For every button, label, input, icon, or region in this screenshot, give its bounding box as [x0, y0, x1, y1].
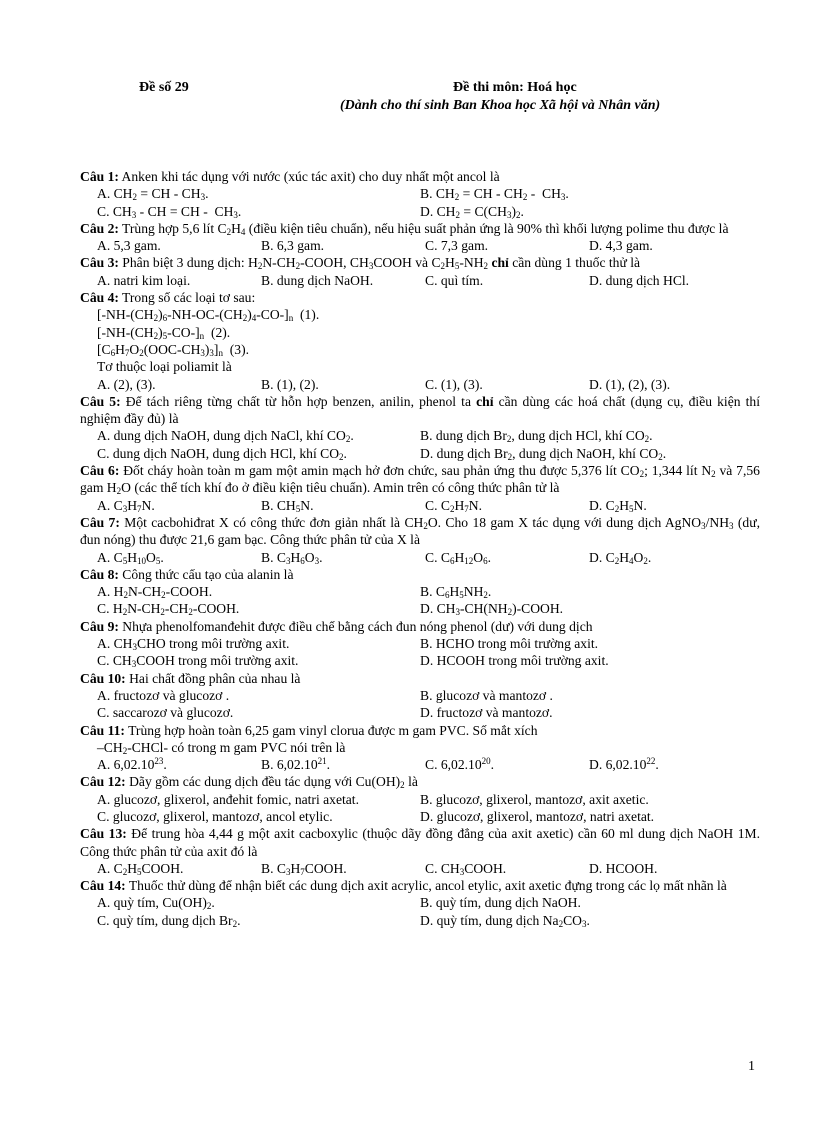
- answer-option: A. $C_3H_7N$.: [97, 497, 155, 514]
- question-extra-line: $[-NH-(CH_2)_6-NH-OC-(CH_2)_4-CO-]_n$ (1).: [97, 307, 320, 324]
- answer-row: [80, 185, 760, 202]
- answer-row: [80, 808, 760, 825]
- question-text: Dãy gồm các dung dịch đều tác dụng với $Cu(OH)_2$ là: [125, 774, 418, 791]
- answer-option: A. $CH_2$ = CH - $CH_3$.: [97, 186, 209, 203]
- question-stem: [80, 220, 760, 237]
- answer-option: B. $C_3H_6O_3$.: [261, 549, 323, 566]
- question-text: Anken khi tác dụng với nước (xúc tác axit) cho duy nhất một ancol là: [118, 169, 500, 184]
- answer-row: [80, 445, 760, 462]
- answer-option: C. glucozơ, glixerol, mantozơ, ancol etylic.: [97, 808, 333, 824]
- question-label: Câu 12:: [80, 774, 126, 790]
- question-extra-line: $[C_6H_7O_2(OOC-CH_3)_3]_n$ (3).: [97, 341, 249, 358]
- question-label: Câu 5:: [80, 393, 121, 409]
- question-text: Đốt cháy hoàn toàn m gam một amin mạch hở đơn chức, sau phản ứng thu được 5,376 lít $CO_2$; 1,344 lít $N_2$ và 7,56 gam $H_2O$ (các thể tích khí đo ở điều kiện tiêu chuẩn). Amin trên có công thức phân tử là: [80, 463, 760, 497]
- question-stem: [80, 773, 760, 790]
- answer-option: A. dung dịch NaOH, dung dịch NaCl, khí $CO_2$.: [97, 428, 354, 445]
- question: [80, 773, 760, 825]
- answer-option: C. quì tím.: [425, 272, 484, 288]
- question-stem: [80, 566, 760, 583]
- answer-option: B. (1), (2).: [261, 376, 319, 392]
- answer-option: C. dung dịch NaOH, dung dịch HCl, khí $CO_2$.: [97, 445, 347, 462]
- answer-option: B. glucozơ, glixerol, mantozơ, axit axetic.: [420, 791, 649, 807]
- answer-option: C. $C_6H_{12}O_6$.: [425, 549, 491, 566]
- question-text: Hai chất đồng phân của nhau là: [125, 670, 301, 686]
- question-label: Câu 13:: [80, 826, 127, 842]
- question: [80, 566, 760, 618]
- answer-option: D. (1), (2), (3).: [589, 376, 671, 392]
- question: [80, 168, 760, 220]
- question: [80, 462, 760, 514]
- question: [80, 618, 760, 670]
- answer-option: D. $C_2H_5N$.: [589, 497, 647, 514]
- answer-option: D. quỳ tím, dung dịch $Na_2CO_3$.: [420, 912, 590, 929]
- answer-row: [80, 791, 760, 808]
- question-text: Trùng hợp 5,6 lít $C_2H_4$ (điều kiện tiêu chuẩn), nếu hiệu suất phản ứng là 90% thì khối lượng polime thu được là: [118, 220, 729, 237]
- question-label: Câu 3:: [80, 255, 119, 271]
- answer-row: [80, 635, 760, 652]
- question-text: Trong số các loại tơ sau:: [118, 290, 256, 306]
- question: [80, 670, 760, 722]
- question-stem: [80, 254, 760, 271]
- answer-row: [80, 600, 760, 617]
- answer-row: [80, 549, 760, 566]
- answer-option: A. glucozơ, glixerol, anđehit fomic, natri axetat.: [97, 791, 359, 807]
- question-label: Câu 11:: [80, 722, 125, 738]
- answer-option: D. $C_2H_4O_2$.: [589, 549, 652, 566]
- question-stem: [80, 462, 760, 497]
- question: [80, 289, 760, 393]
- answer-option: B. dung dịch $Br_2$, dung dịch HCl, khí $CO_2$.: [420, 428, 653, 445]
- question-label: Câu 7:: [80, 514, 120, 530]
- question-stem: [80, 289, 760, 306]
- question-stem: [80, 514, 760, 549]
- answer-option: C. (1), (3).: [425, 376, 483, 392]
- answer-option: A. 5,3 gam.: [97, 238, 161, 254]
- question-label: Câu 6:: [80, 463, 120, 479]
- answer-option: C. $C_2H_7N$.: [425, 497, 482, 514]
- answer-option: B. 6,3 gam.: [261, 238, 325, 254]
- answer-row: [80, 756, 760, 773]
- question-text: Thuốc thử dùng để nhận biết các dung dịch axit acrylic, ancol etylic, axit axetic đựng trong các lọ mất nhãn là: [125, 878, 727, 894]
- question-stem: [80, 722, 760, 739]
- answer-option: C. $CH_3COOH$.: [425, 860, 507, 877]
- answer-row: [80, 583, 760, 600]
- answer-option: D. fructozơ và mantozơ.: [420, 705, 553, 721]
- question-extra-line: $[-NH-(CH_2)_5-CO-]_n$ (2).: [97, 324, 231, 341]
- answer-option: A. 6,02.10$^{23}$.: [97, 756, 167, 773]
- answer-option: B. HCHO trong môi trường axit.: [420, 636, 599, 652]
- answer-row: [80, 272, 760, 289]
- question-text: Công thức cấu tạo của alanin là: [118, 566, 294, 582]
- question: [80, 220, 760, 255]
- answer-row: [80, 912, 760, 929]
- question-stem: [80, 168, 760, 185]
- answer-row: [80, 427, 760, 444]
- answer-row: [80, 376, 760, 393]
- answer-option: D. $CH_2 = C(CH_3)_2$.: [420, 203, 524, 220]
- answer-option: B. quỳ tím, dung dịch NaOH.: [420, 895, 581, 911]
- question-label: Câu 14:: [80, 878, 126, 894]
- answer-option: D. 6,02.10$^{22}$.: [589, 756, 659, 773]
- question: [80, 514, 760, 566]
- answer-option: C. $H_2N-CH_2-CH_2$-COOH.: [97, 601, 240, 618]
- answer-option: C. 7,3 gam.: [425, 238, 489, 254]
- answer-option: A. $C_5H_{10}O_5$.: [97, 549, 164, 566]
- answer-option: A. $C_2H_5COOH$.: [97, 860, 184, 877]
- question: [80, 254, 760, 289]
- answer-option: D. glucozơ, glixerol, mantozơ, natri axetat.: [420, 808, 655, 824]
- answer-option: C. 6,02.10$^{20}$.: [425, 756, 495, 773]
- answer-option: A. $H_2N-CH_2$-COOH.: [97, 584, 213, 601]
- question-stem: [80, 393, 760, 428]
- answer-option: C. saccarozơ và glucozơ.: [97, 705, 234, 721]
- question-extra-line: $-CH_2-CHCl-$ có trong m gam PVC nói trên là: [97, 739, 346, 756]
- answer-option: B. $CH_2$ = CH - $CH_2 - CH_3$.: [420, 186, 569, 203]
- answer-option: D. dung dịch $Br_2$, dung dịch NaOH, khí $CO_2$.: [420, 445, 667, 462]
- question-list: [80, 168, 760, 929]
- question-extra-line: Tơ thuộc loại poliamit là: [97, 359, 232, 375]
- question-stem: [80, 670, 760, 687]
- question: [80, 877, 760, 929]
- question-stem: [80, 877, 760, 894]
- answer-option: D. 4,3 gam.: [589, 238, 653, 254]
- question-stem: [80, 825, 760, 860]
- answer-option: D. $CH_3-CH(NH_2)$-COOH.: [420, 601, 564, 618]
- answer-row: [80, 497, 760, 514]
- answer-row: [80, 237, 760, 254]
- answer-option: D. dung dịch HCl.: [589, 272, 690, 288]
- question: [80, 825, 760, 877]
- exam-title: Đề thi môn: Hoá học: [453, 80, 577, 95]
- question: [80, 393, 760, 462]
- question-text: Phân biệt 3 dung dịch: $H_2N-CH_2$-COOH, $CH_3COOH$ và $C_2H_5-NH_2$ chỉ cần dùng 1 thuốc thử là: [118, 255, 641, 272]
- answer-row: [80, 203, 760, 220]
- question-label: Câu 2:: [80, 220, 119, 236]
- exam-number: Đề số 29: [139, 80, 189, 95]
- question: [80, 722, 760, 774]
- answer-option: A. fructozơ và glucozơ .: [97, 687, 230, 703]
- answer-option: C. quỳ tím, dung dịch $Br_2$.: [97, 912, 241, 929]
- question-stem: [80, 618, 760, 635]
- answer-option: A. $CH_3CHO$ trong môi trường axit.: [97, 636, 290, 653]
- page-number: 1: [748, 1059, 755, 1074]
- answer-option: B. 6,02.10$^{21}$.: [261, 756, 331, 773]
- answer-row: [80, 704, 760, 721]
- question-label: Câu 1:: [80, 169, 119, 184]
- answer-option: A. natri kim loại.: [97, 272, 191, 288]
- answer-option: B. $C_6H_5NH_2$.: [420, 584, 492, 601]
- question-label: Câu 10:: [80, 670, 126, 686]
- question-text: Một cacbohiđrat X có công thức đơn giản nhất là $CH_2O$. Cho 18 gam X tác dụng với dung dịch $AgNO_3/NH_3$ (dư, đun nóng) thu được 21,6 gam bạc. Công thức phân tử của X là: [80, 514, 760, 548]
- answer-option: C. $CH_3$ - CH = CH - $CH_3$.: [97, 203, 242, 220]
- answer-option: D. HCOOH trong môi trường axit.: [420, 653, 609, 669]
- answer-option: B. $CH_5N$.: [261, 497, 314, 514]
- answer-option: B. glucozơ và mantozơ .: [420, 687, 553, 703]
- question-text: Nhựa phenolfomanđehit được điều chế bằng cách đun nóng phenol (dư) với dung dịch: [118, 618, 593, 634]
- question-text: Để tách riêng từng chất từ hỗn hợp benzen, anilin, phenol ta chỉ cần dùng các hoá chất (dụng cụ, điều kiện thí nghiệm đầy đủ) là: [80, 393, 760, 427]
- question-text: Trùng hợp hoàn toàn 6,25 gam vinyl clorua được m gam PVC. Số mắt xích: [124, 722, 538, 738]
- answer-option: D. HCOOH.: [589, 860, 658, 876]
- answer-row: [80, 894, 760, 911]
- answer-row: [80, 687, 760, 704]
- question-label: Câu 4:: [80, 290, 119, 306]
- question-label: Câu 9:: [80, 618, 119, 634]
- answer-option: A. quỳ tím, $Cu(OH)_2$.: [97, 895, 215, 912]
- exam-subtitle: (Dành cho thí sinh Ban Khoa học Xã hội và Nhân văn): [340, 98, 661, 113]
- question-label: Câu 8:: [80, 566, 119, 582]
- answer-row: [80, 860, 760, 877]
- answer-option: B. dung dịch NaOH.: [261, 272, 374, 288]
- answer-option: A. (2), (3).: [97, 376, 156, 392]
- question-text: Để trung hòa 4,44 g một axit cacboxylic (thuộc dãy đồng đẳng của axit axetic) cần 60 ml dung dịch NaOH 1M. Công thức phân tử của axit đó là: [80, 826, 760, 859]
- answer-option: C. $CH_3COOH$ trong môi trường axit.: [97, 653, 299, 670]
- answer-row: [80, 652, 760, 669]
- answer-option: B. $C_3H_7COOH$.: [261, 860, 347, 877]
